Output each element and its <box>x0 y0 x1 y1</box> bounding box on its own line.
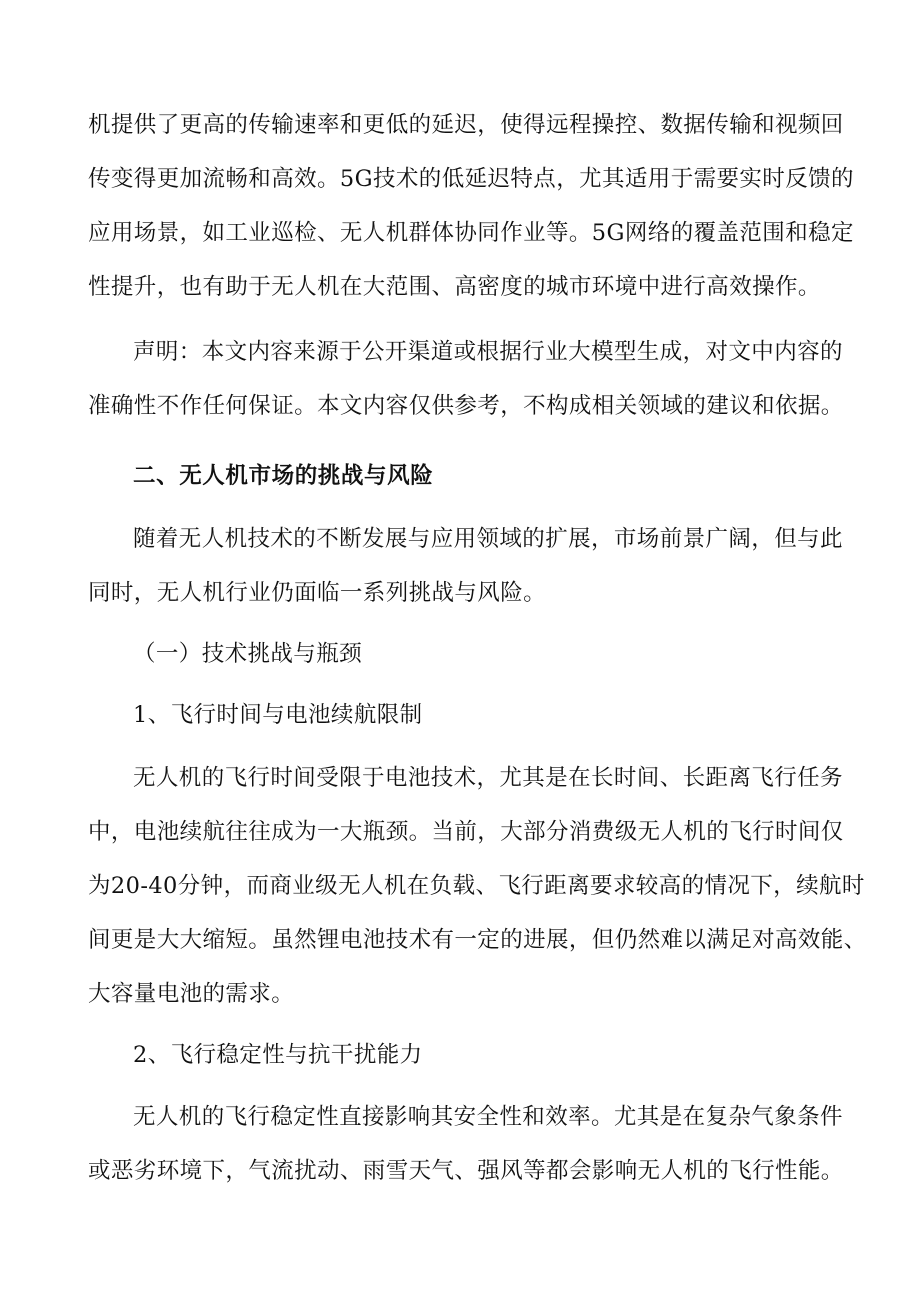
paragraph-line: 或恶劣环境下，气流扰动、雨雪天气、强风等都会影响无人机的飞行性能。 <box>88 1158 844 1184</box>
paragraph-line: 为20-40分钟，而商业级无人机在负载、飞行距离要求较高的情况下，续航时 <box>88 873 865 899</box>
subsection-heading: （一）技术挑战与瓶颈 <box>133 641 363 667</box>
paragraph-line: 机提供了更高的传输速率和更低的延迟，使得远程操控、数据传输和视频回 <box>88 112 844 138</box>
disclaimer-line: 声明：本文内容来源于公开渠道或根据行业大模型生成，对文中内容的 <box>133 339 843 365</box>
section-heading: 二、无人机市场的挑战与风险 <box>133 463 434 489</box>
item-heading: 2、飞行稳定性与抗干扰能力 <box>133 1042 423 1068</box>
paragraph-line: 同时，无人机行业仍面临一系列挑战与风险。 <box>88 580 547 606</box>
paragraph-line: 性提升，也有助于无人机在大范围、高密度的城市环境中进行高效操作。 <box>88 274 821 300</box>
paragraph-line: 中，电池续航往往成为一大瓶颈。当前，大部分消费级无人机的飞行时间仅 <box>88 819 844 845</box>
paragraph-line: 大容量电池的需求。 <box>88 981 295 1007</box>
paragraph-line: 无人机的飞行时间受限于电池技术，尤其是在长时间、长距离飞行任务 <box>133 765 843 791</box>
paragraph-line: 传变得更加流畅和高效。5G技术的低延迟特点，尤其适用于需要实时反馈的 <box>88 166 854 192</box>
disclaimer-line: 准确性不作任何保证。本文内容仅供参考，不构成相关领域的建议和依据。 <box>88 393 844 419</box>
item-heading: 1、飞行时间与电池续航限制 <box>133 702 423 728</box>
paragraph-line: 应用场景，如工业巡检、无人机群体协同作业等。5G网络的覆盖范围和稳定 <box>88 220 854 246</box>
paragraph-line: 无人机的飞行稳定性直接影响其安全性和效率。尤其是在复杂气象条件 <box>133 1104 843 1130</box>
paragraph-line: 随着无人机技术的不断发展与应用领域的扩展，市场前景广阔，但与此 <box>133 526 843 552</box>
paragraph-line: 间更是大大缩短。虽然锂电池技术有一定的进展，但仍然难以满足对高效能、 <box>88 927 867 953</box>
